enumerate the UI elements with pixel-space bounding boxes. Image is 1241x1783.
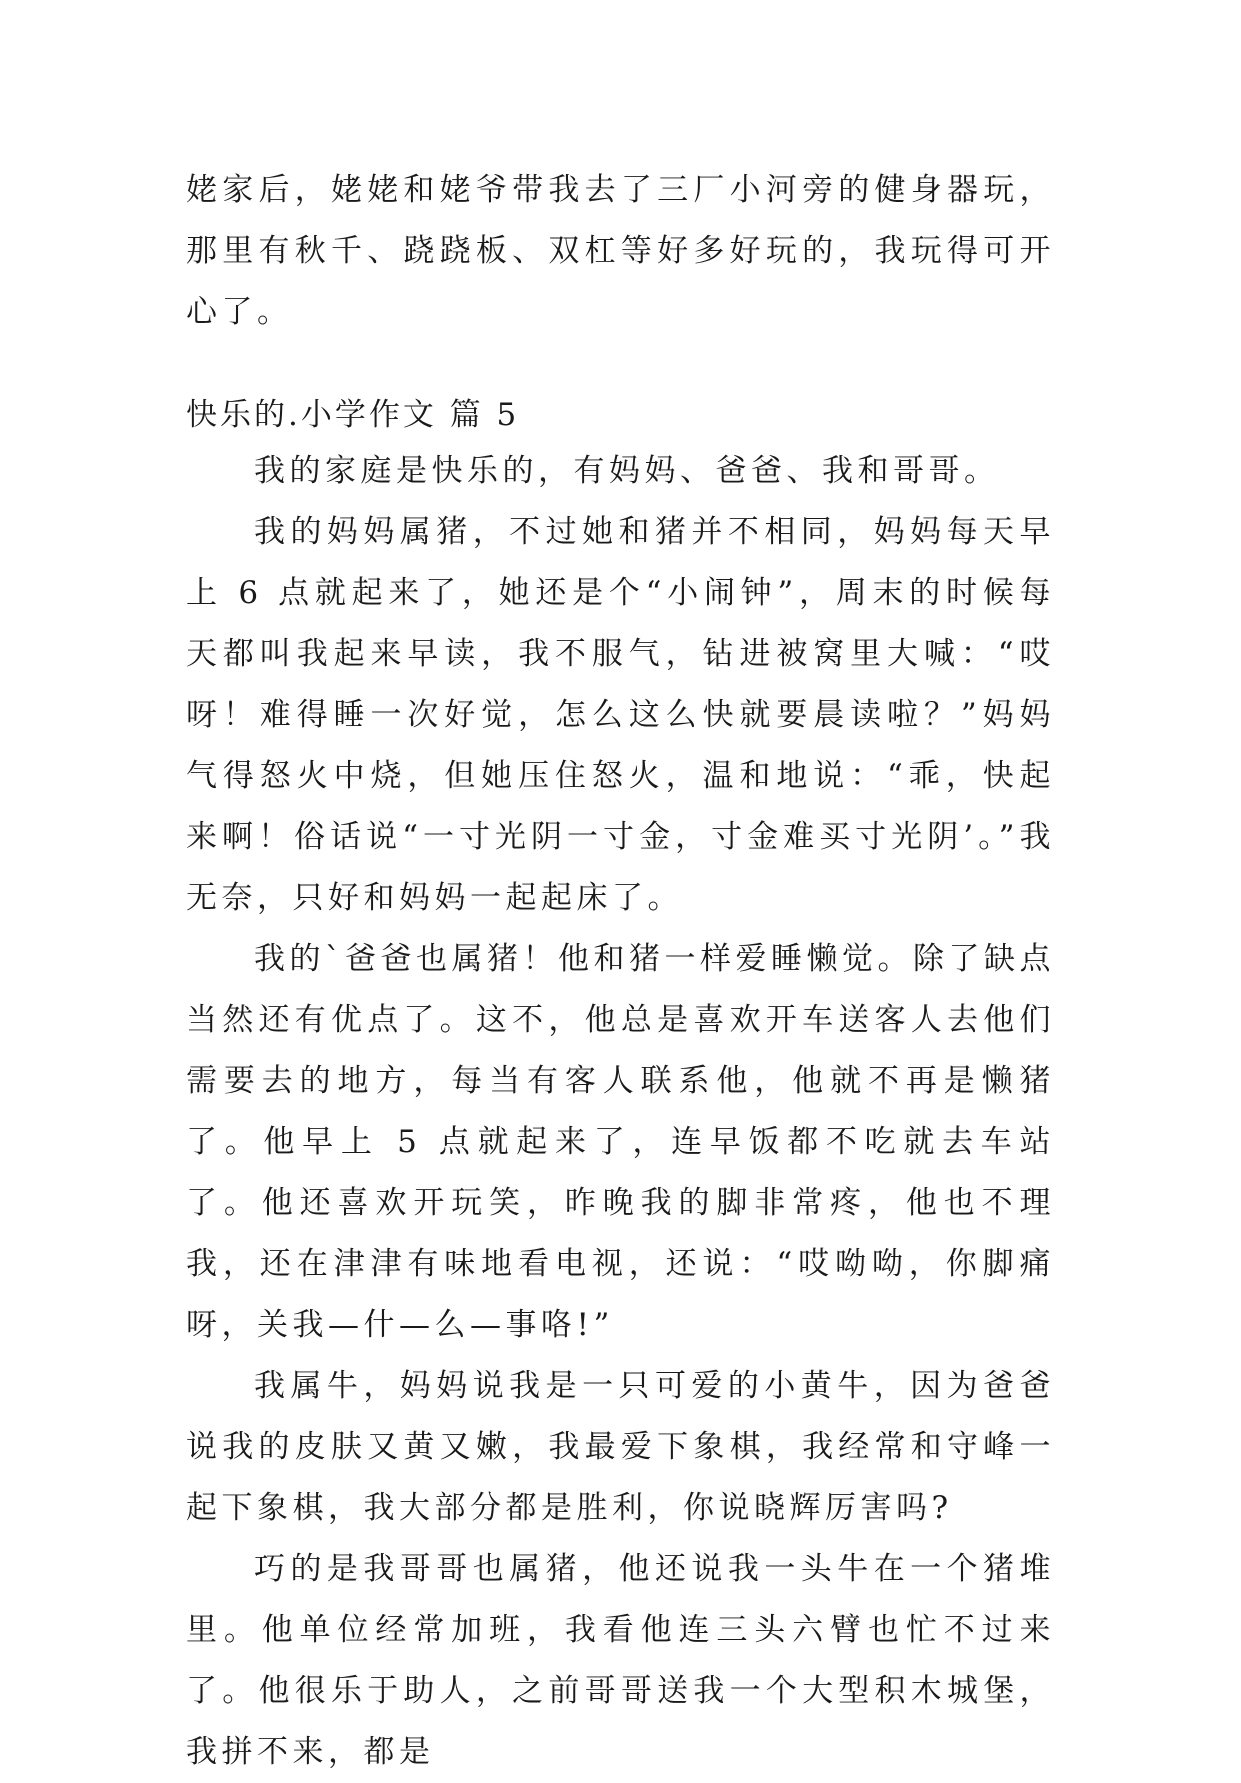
body-paragraph-1: 我的家庭是快乐的，有妈妈、爸爸、我和哥哥。 xyxy=(254,453,1000,489)
body-paragraph-3: 我的`爸爸也属猪！他和猪一样爱睡懒觉。除了缺点当然还有优点了。这不，他总是喜欢开车送客人去他们需要去的地方，每当有客人联系他，他就不再是懒猪了。他早上 5 点就起来了，连早饭都不吃就去车站了。他还喜欢开玩笑，昨晚我的脚非常疼，他也不理我，还在津津有味地看电视，还说：“哎呦呦，你脚痛呀，关我—什—么—事咯!” xyxy=(186,941,1055,1343)
section-heading: 快乐的.小学作文 篇 5 xyxy=(186,397,520,433)
continuation-paragraph: 姥家后，姥姥和姥爷带我去了三厂小河旁的健身器玩，那里有秋千、跷跷板、双杠等好多好玩的，我玩得可开心了。 xyxy=(186,172,1055,330)
body-paragraph-4: 我属牛，妈妈说我是一只可爱的小黄牛，因为爸爸说我的皮肤又黄又嫩，我最爱下象棋，我经常和守峰一起下象棋，我大部分都是胜利，你说晓辉厉害吗? xyxy=(186,1368,1055,1526)
section-spacer xyxy=(186,343,1055,389)
body-paragraph-2: 我的妈妈属猪，不过她和猪并不相同，妈妈每天早上 6 点就起来了，她还是个“小闹钟”，周末的时候每天都叫我起来早读，我不服气，钻进被窝里大喊：“哎呀！难得睡一次好觉，怎么这么快就要晨读啦？”妈妈气得怒火中烧，但她压住怒火，温和地说：“乖，快起来啊！俗话说“一寸光阴一寸金，寸金难买寸光阴’。”我无奈，只好和妈妈一起起床了。 xyxy=(186,514,1055,916)
body-paragraph-5: 巧的是我哥哥也属猪，他还说我一头牛在一个猪堆里。他单位经常加班，我看他连三头六臂也忙不过来了。他很乐于助人，之前哥哥送我一个大型积木城堡，我拼不来，都是 xyxy=(186,1551,1055,1770)
